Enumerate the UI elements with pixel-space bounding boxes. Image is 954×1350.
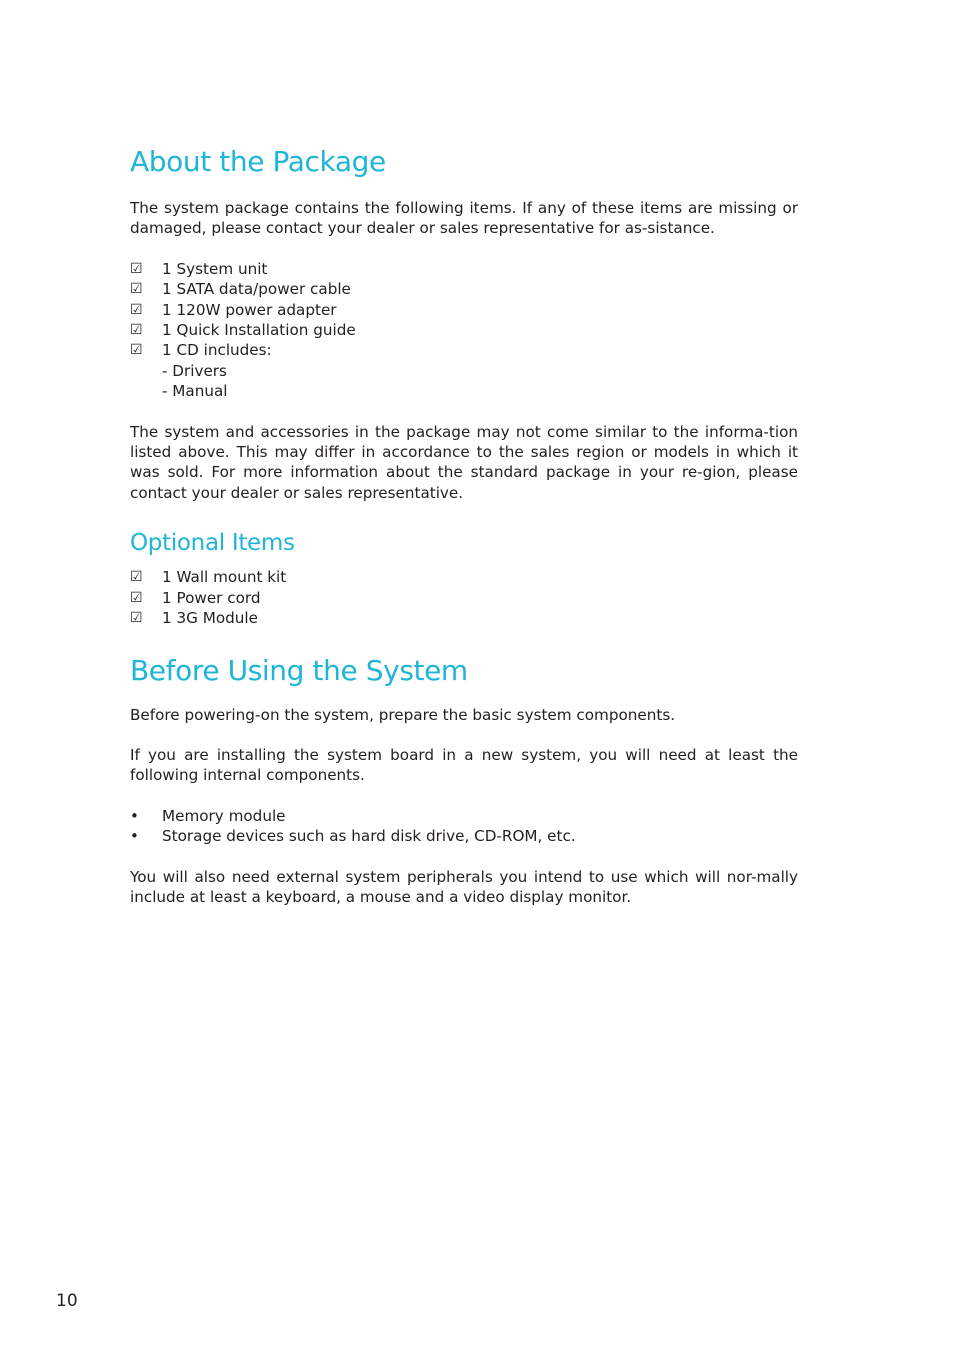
checkbox-checked-icon: ☑ [130, 322, 143, 339]
list-item: ☑ 1 Quick Installation guide [130, 321, 356, 340]
checkbox-checked-icon: ☑ [130, 589, 143, 606]
cd-content-drivers: - Drivers [162, 361, 227, 380]
checkbox-checked-icon: ☑ [130, 610, 143, 627]
about-package-intro: The system package contains the following items. If any of these items are missing or damaged, please contact your dealer or sales representative for as-sistance. [130, 199, 798, 238]
checkbox-checked-icon: ☑ [130, 260, 143, 277]
checkbox-checked-icon: ☑ [130, 342, 143, 359]
bullet-icon: • [130, 806, 139, 825]
before-using-p3: You will also need external system peripherals you intend to use which will nor-mally include at least a keyboard, a mouse and a video display monitor. [130, 867, 798, 906]
checkbox-checked-icon: ☑ [130, 569, 143, 586]
cd-content-manual: - Manual [162, 382, 228, 401]
checkbox-checked-icon: ☑ [130, 301, 143, 318]
list-item: ☑ 1 120W power adapter [130, 300, 337, 319]
list-item: ☑ 1 Wall mount kit [130, 568, 287, 587]
page-content [130, 140, 798, 907]
bullet-icon: • [130, 827, 139, 846]
before-using-p2: If you are installing the system board in a new system, you will need at least the following internal components. [130, 745, 798, 785]
before-using-heading: Before Using the System [130, 653, 468, 687]
list-item: ☑ 1 SATA data/power cable [130, 280, 351, 299]
list-item: • Memory module [130, 806, 286, 825]
list-item: • Storage devices such as hard disk drive, CD-ROM, etc. [130, 827, 576, 846]
list-item: ☑ 1 3G Module [130, 609, 258, 628]
list-item: ☑ 1 CD includes: [130, 341, 272, 360]
before-using-p1: Before powering-on the system, prepare the basic system components. [130, 705, 676, 724]
package-note: The system and accessories in the package may not come similar to the informa-tion listed above. This may differ in accordance to the sales region or models in which it was sold. For more information about the standard package in your re-gion, please contact your dealer or sales representative. [130, 422, 798, 502]
optional-items-list [130, 567, 798, 628]
list-item: ☑ 1 Power cord [130, 588, 261, 607]
checkbox-checked-icon: ☑ [130, 281, 143, 298]
optional-items-heading: Optional Items [130, 530, 295, 557]
list-item: ☑ 1 System unit [130, 259, 268, 278]
about-package-heading: About the Package [130, 145, 386, 178]
package-items-list [130, 259, 798, 361]
internal-components-list [130, 806, 798, 847]
page-number: 10 [56, 1291, 78, 1311]
